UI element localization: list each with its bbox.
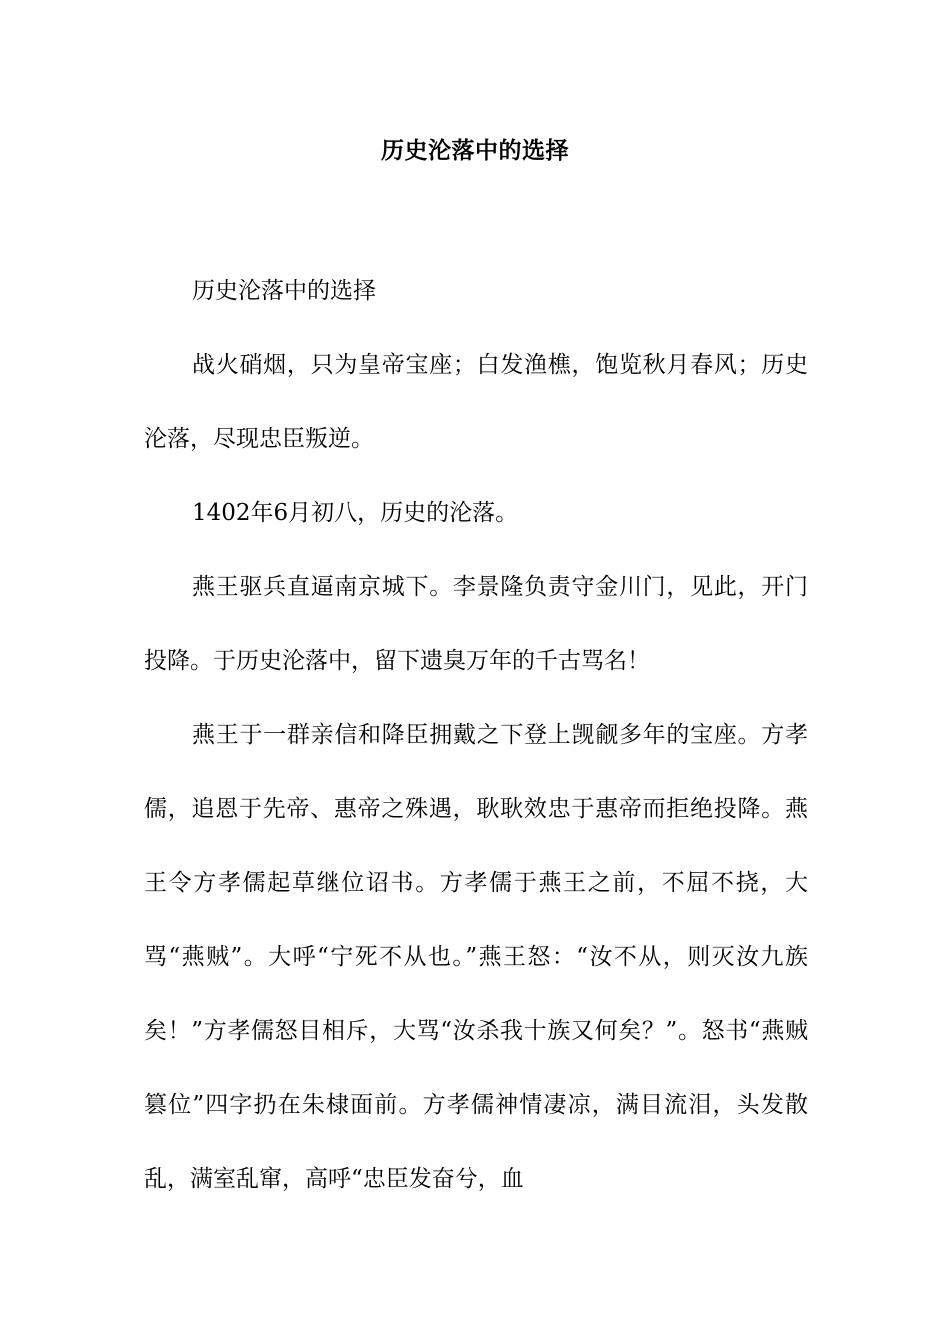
paragraph: 燕王驱兵直逼南京城下。李景隆负责守金川门，见此，开门投降。于历史沦落中，留下遗臭万年的千古骂名！ — [144, 574, 808, 674]
document-title: 历史沦落中的选择 — [381, 137, 569, 164]
paragraph: 燕王于一群亲信和降臣拥戴之下登上觊觎多年的宝座。方孝儒，追恩于先帝、惠帝之殊遇，耿耿效忠于惠帝而拒绝投降。燕王令方孝儒起草继位诏书。方孝儒于燕王之前，不屈不挠，大骂“燕贼”。大呼“宁死不从也。”燕王怒：“汝不从，则灭汝九族矣！”方孝儒怒目相斥，大骂“汝杀我十族又何矣？”。怒书“燕贼篡位”四字扔在朱棣面前。方孝儒神情凄凉，满目流泪，头发散乱，满室乱窜，高呼“忠臣发奋兮，血 — [144, 722, 808, 1192]
document-body — [144, 254, 808, 1216]
paragraph: 1402年6月初八，历史的沦落。 — [192, 500, 519, 526]
paragraph: 历史沦落中的选择 — [192, 278, 376, 304]
paragraph: 战火硝烟，只为皇帝宝座；白发渔樵，饱览秋月春风；历史沦落，尽现忠臣叛逆。 — [144, 352, 808, 452]
